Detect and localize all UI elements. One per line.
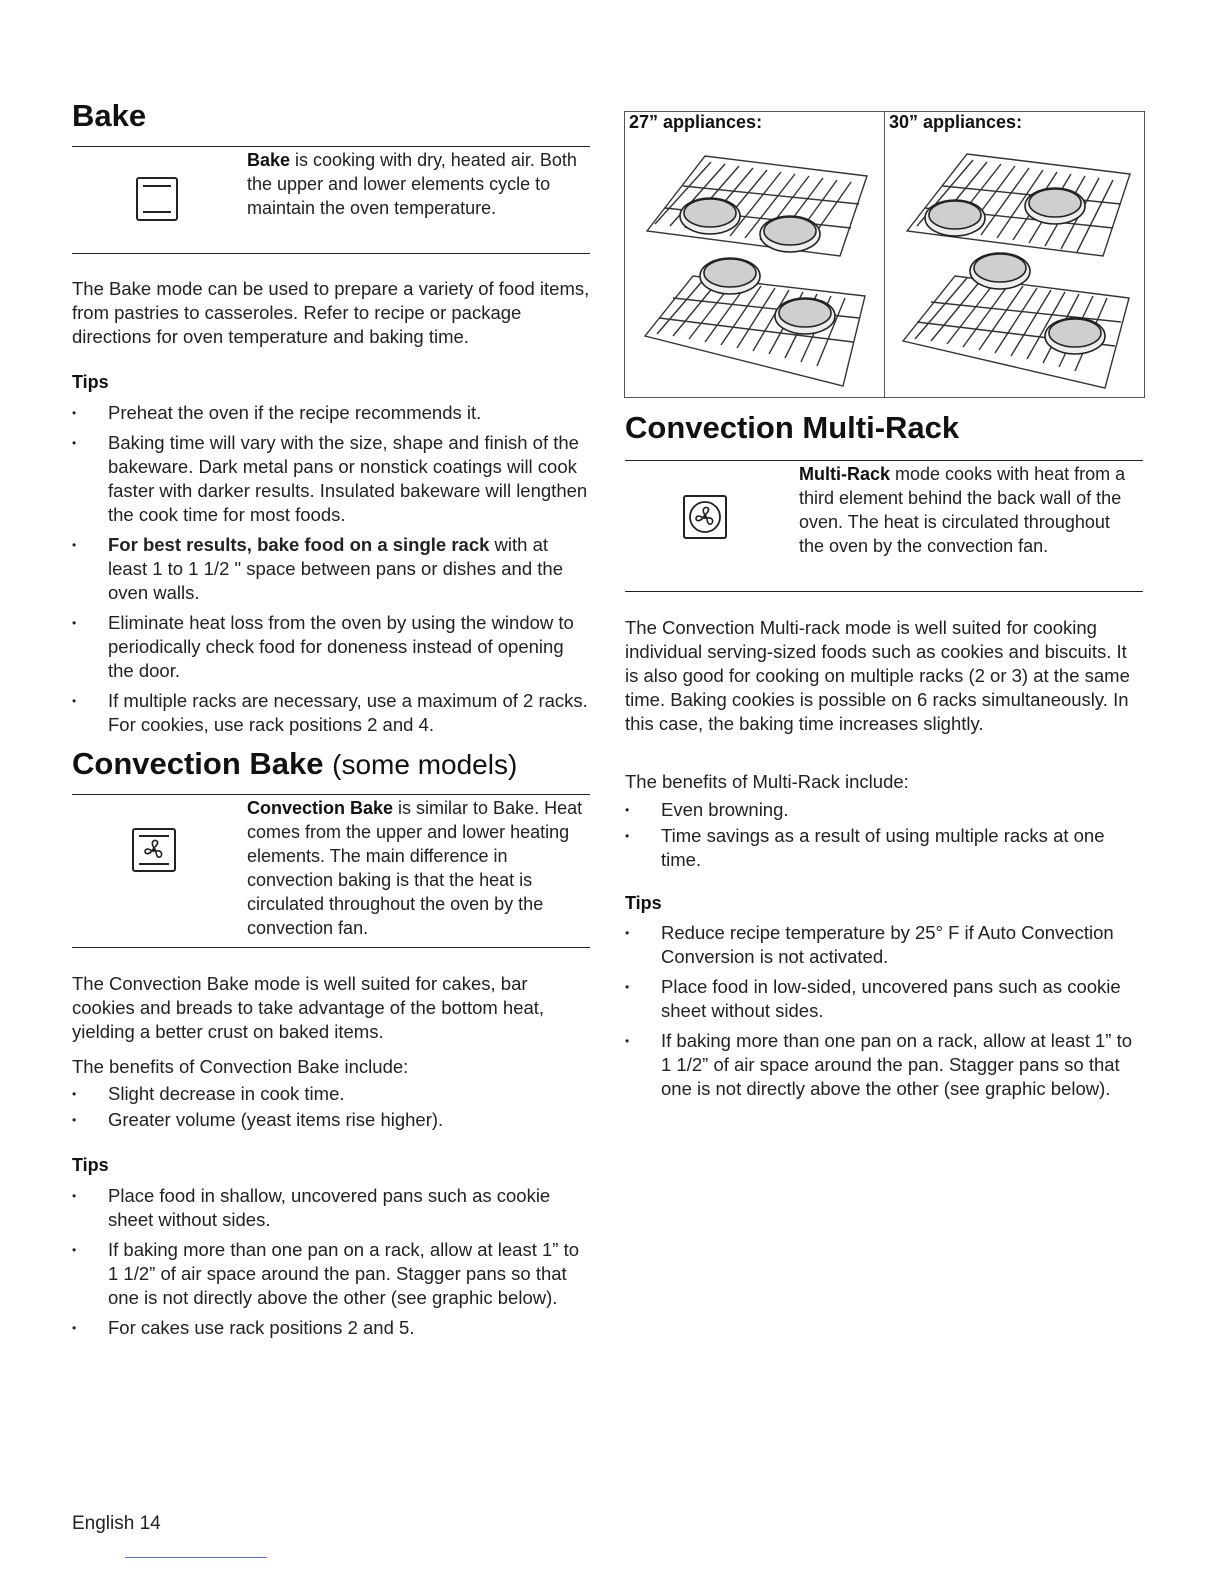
list-item: • Place food in low-sided, uncovered pans such as cookie sheet without sides. (625, 975, 1143, 1023)
figure-30-inch (885, 112, 1144, 397)
figure-caption-27: 27” appliances: (629, 112, 763, 132)
convection-bake-benefits-intro: The benefits of Convection Bake include: (72, 1056, 409, 1077)
list-item: • Place food in shallow, uncovered pans such as cookie sheet without sides. (72, 1184, 590, 1232)
multi-rack-fan-icon (683, 495, 727, 544)
convection-bake-benefits-list (72, 1082, 590, 1132)
list-item: • For cakes use rack positions 2 and 5. (72, 1316, 590, 1340)
list-item: • If baking more than one pan on a rack, allow at least 1” to 1 1/2” of air space around the pan. Stagger pans so that one is not directly above the other (see graphic below). (72, 1238, 590, 1310)
list-item: • Even browning. (625, 798, 1143, 822)
bake-mode-icon (136, 177, 178, 226)
multi-rack-tips-list (625, 921, 1143, 1101)
list-item: • If baking more than one pan on a rack, allow at least 1” to 1 1/2” of air space around the pan. Stagger pans so that one is not directly above the other (see graphic below). (625, 1029, 1143, 1101)
multi-rack-description (799, 462, 1139, 558)
figure-caption-30: 30” appliances: (889, 112, 1023, 132)
list-item: • Greater volume (yeast items rise higher). (72, 1108, 590, 1132)
convection-bake-subtitle: (some models) (332, 749, 518, 780)
list-item: • Reduce recipe temperature by 25° F if Auto Convection Conversion is not activated. (625, 921, 1143, 969)
multi-rack-mode-box (625, 460, 1143, 592)
rack-illustration-30 (885, 136, 1144, 396)
bake-tips-heading: Tips (72, 372, 109, 392)
convection-bake-intro: The Convection Bake mode is well suited for cakes, bar cookies and breads to take advantage of the bottom heat, yielding a better crust on baked items. (72, 973, 545, 1042)
figure-27-inch (625, 112, 885, 397)
bake-tip-emphasis: For best results, bake food on a single rack (108, 534, 490, 555)
bake-tips-list (72, 401, 590, 737)
list-item: • Time savings as a result of using multiple racks at one time. (625, 824, 1143, 872)
list-item: • Preheat the oven if the recipe recommends it. (72, 401, 590, 425)
bake-mode-box (72, 146, 590, 254)
convection-bake-term: Convection Bake (247, 798, 394, 818)
list-item: • Eliminate heat loss from the oven by using the window to periodically check food for doneness instead of opening the door. (72, 611, 590, 683)
convection-bake-heading (72, 746, 517, 782)
bake-mode-text: is cooking with dry, heated air. Both the upper and lower elements cycle to maintain the oven temperature. (247, 150, 577, 218)
convection-bake-description (247, 796, 587, 940)
rack-illustration-27 (625, 136, 884, 396)
multi-rack-intro: The Convection Multi-rack mode is well suited for cooking individual serving-sized foods such as cookies and biscuits. It is also good for cooking on multiple racks (2 or 3) at the same time. Baking cookies is possible on 6 racks simultaneously. In this case, the baking time increases slightly. (625, 617, 1130, 734)
convection-bake-tips-list (72, 1184, 590, 1340)
bake-heading: Bake (72, 98, 147, 133)
multi-rack-benefits-intro: The benefits of Multi-Rack include: (625, 771, 909, 792)
rack-placement-figure (624, 111, 1145, 398)
bake-tip-rest: with at least 1 to 1 1/2 " space between pans or dishes and the oven walls. (108, 534, 563, 603)
footer-rule (125, 1557, 267, 1558)
convection-fan-icon (132, 828, 176, 877)
list-item (72, 533, 590, 605)
page-number: English 14 (72, 1513, 161, 1534)
convection-bake-text: is similar to Bake. Heat comes from the upper and lower heating elements. The main difference in convection baking is that the heat is circulated throughout the oven by the convection fan. (247, 798, 583, 938)
multi-rack-benefits-list (625, 798, 1143, 872)
multi-rack-heading: Convection Multi-Rack (625, 410, 960, 445)
multi-rack-tips-heading: Tips (625, 893, 662, 913)
bake-mode-description (247, 148, 577, 220)
convection-bake-title: Convection Bake (72, 746, 324, 781)
convection-bake-tips-heading: Tips (72, 1155, 109, 1175)
multi-rack-text: mode cooks with heat from a third element behind the back wall of the oven. The heat is circulated throughout the oven by the convection fan. (799, 464, 1126, 556)
multi-rack-term: Multi-Rack (799, 464, 891, 484)
list-item: • If multiple racks are necessary, use a maximum of 2 racks. For cookies, use rack positions 2 and 4. (72, 689, 590, 737)
list-item: • Slight decrease in cook time. (72, 1082, 590, 1106)
bake-intro: The Bake mode can be used to prepare a variety of food items, from pastries to casseroles. Refer to recipe or package directions for oven temperature and baking time. (72, 278, 590, 347)
bake-mode-term: Bake (247, 150, 291, 170)
list-item: • Baking time will vary with the size, shape and finish of the bakeware. Dark metal pans or nonstick coatings will cook faster with darker results. Insulated bakeware will lengthen the cook time for most foods. (72, 431, 590, 527)
convection-bake-mode-box (72, 794, 590, 948)
